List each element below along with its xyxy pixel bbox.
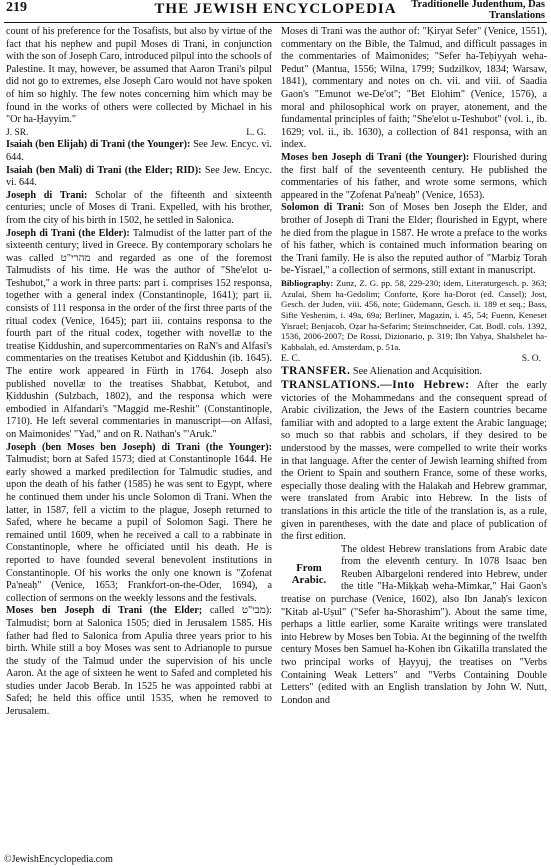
author-initials: S. O.: [521, 353, 541, 364]
entry-body: called מבי"ט): Talmudist; born at Salonica 1505; died in Jerusalem 1585. His father had fled to Salonica from Apulia three years prior to his birth. While still a boy Moses was sent to Adrianople to pursue the study of the Talmud under the supervision of his uncle Aaron. At the age of sixteen he went to Safed and completed his studies under Jacob Berab. In 1525 he was appointed rabbi at Safed; he held this office until 1535, when he removed to Jerusalem.: [6, 605, 272, 718]
entry: [281, 365, 547, 379]
page-number: 219: [6, 0, 27, 15]
entry-body: After the early victories of the Mohammedans and the consequent spread of Arabic civilization, the Jews of the Eastern countries became familiar with and adopted to a large extent the Arabic language; so much so that rabbis and scholars, if they desired to be understood by the masses, were compelled to write their works in that language. After the center of Jewish learning shifted from the Orient to Spain and southern France, some of these works, especially those dealing with the Halakah and Hebrew grammar, were translated from Arabic into Hebrew. In the lists of translations in this article the title of the translation is, as a rule, given in parentheses, with the date and place of publication of the first edition.: [281, 379, 547, 543]
entry-body: Talmudist; born at Safed 1573; died at Constantinople 1644. He early showed a marked predilection for Talmudic studies, and upon the death of his father (1585) he was sent to Egypt, where he continued them under his uncle Solomon di Trani. When the latter, in 1587, fell a victim to the plague, Joseph returned to Safed, where he became a pupil of Solomon Sagi. There he remained until 1609, when he received a call to a rabbinate in Constantinople, where he officiated until his death. He is reported to have founded several benevolent institutions in Constantinople. Of his works the only one known is "Ẓofenat Pa'neaḥ" (Venice, 1653; Frankfort-on-the-Oder, 1694), a collection of sermons on the weekly lessons and the festivals.: [6, 454, 272, 604]
author-initials: E. C.: [281, 353, 301, 364]
signature-line: [281, 353, 547, 366]
entry-body: Son of Moses ben Joseph the Elder, and brother of Joseph di Trani the Elder; flourished in Egypt, where he died from the plague in 1587. He wrote a preface to the works of his father, which is contained much information bearing on the Trani family. He is also the reputed author of "Marbiẓ Torah be-Yisrael," a collection of sermons, still extant in manuscript.: [281, 202, 547, 277]
entry: [281, 152, 547, 202]
entry-heading: Joseph di Trani:: [6, 189, 88, 201]
right-column: [281, 26, 547, 707]
entry-heading: Joseph (ben Moses ben Joseph) di Trani (the Younger):: [6, 441, 272, 453]
entry: [6, 228, 272, 442]
entry: [281, 379, 547, 544]
paragraph: count of his preference for the Tosafists, but also by virtue of the fact that his nephew and pupil Moses di Trani, in conjunction with the son of Joseph Caro, introduced pilpul into the schools of Palestine. It may, however, be assumed that Aaron Trani's pilpul did not go to extremes, else Joseph Caro would not have spoken of him so highly. The few notes concerning him which may be found in the works of others were collected by Michael in his "Or ha-Ḥayyim.": [6, 26, 272, 126]
entry-body: Talmudist of the latter part of the sixteenth century; lived in Greece. By contemporary scholars he was called מהרי"ט and regarded as one of the foremost Talmudists of his time. He was the author of "She'elot u-Teshubot," a work in three parts: part i. comprises 152 responsa, together with a general index (Constantinople, 1641); part ii. consists of 111 responsa in the order of the first three parts of the ritual codex (Venice, 1645); part iii. contains responsa to the fourth part of the ritual codex, together with novellæ to the treatise Ḳiddushin, and supercommentaries on RaN's and Alfasi's commentaries on the treatises Ketubot and Ḳiddushin (ib. 1645). The entire work appeared in Fürth in 1764. Joseph also published novellæ to the treatises Shabbat, Ketubot, and Ḳiddushin (Sulzbach, 1802), and the responsa which were embodied in Alfandari's "Maggid me-Reshit" (Constantinople, 1710). He left several commentaries in manuscript—on Alfasi, on Maimonides' "Yad," and on R. Nathan's "'Aruk.": [6, 227, 272, 440]
entry: [6, 165, 272, 190]
page-header: [4, 0, 547, 20]
entry: [6, 190, 272, 228]
entry-heading: Moses ben Joseph di Trani (the Elder;: [6, 605, 203, 617]
entry-heading: Joseph di Trani (the Elder):: [6, 227, 130, 239]
entry-body: Flourished during the first half of the seventeenth century. He published the commentaries of his father, and wrote some sermons, which appeared in the "Ẓofenat Pa'neaḥ" (Venice, 1653).: [281, 151, 547, 201]
running-head-line1: Traditionelle Judenthum, Das: [411, 0, 545, 10]
bibliography: [281, 278, 547, 353]
entry-heading: TRANSLATIONS.—Into Hebrew:: [281, 378, 470, 391]
paragraph: The oldest Hebrew translations from Arabic date from the eleventh century. In 1078 Isaac ben Reuben Albargeloni rendered into Hebrew, under the title "Ha-Miḳḳaḥ weha-Mimkar," Hai Gaon's treatise on purchase (Venice, 1602), also Ibn Janaḥ's lexicon "Kitab al-Uṣul" ("Sefer ha-Shorashim"). About the same time, perhaps a little earlier, some Karaite writings were translated into Hebrew by Moses ben Tobia. At the beginning of the twelfth century Moses ben Samuel ha-Kohen ibn Gikatilla translated the two principal works of Ḥayyuj, the treatises on "Verbs Containing Weak Letters" and "Verbs Containing Double Letters" (edited with an English translation by John W. Nutt, London and: [281, 543, 547, 706]
header-rule: [4, 22, 547, 23]
entry-body: See Jew. Encyc. vi. 644.: [6, 139, 272, 163]
entry-heading: Isaiah (ben Mali) di Trani (the Elder; RID):: [6, 164, 202, 176]
entry: [6, 605, 272, 718]
entry-body: Scholar of the fifteenth and sixteenth centuries; uncle of Moses di Trani. Expelled, with his brother, from the city of his birth in 1502, he settled in Salonica.: [6, 189, 272, 226]
left-column: [6, 26, 272, 719]
entry-body: See Jew. Encyc. vi. 644.: [6, 164, 272, 189]
author-initials: L. G.: [246, 127, 266, 138]
running-title: THE JEWISH ENCYCLOPEDIA: [154, 1, 397, 17]
paragraph: Moses di Trani was the author of: "Ḳiryat Sefer" (Venice, 1551), commentary on the Bible, the Talmud, and difficult passages in the commentaries of Maimonides; "Sefer ha-Teḥiyyah weha-Pedut" (Mantua, 1556; Wilna, 1799; Sudzilkov, 1834; Warsaw, 1841), commentary and notes on ch. vii. and viii. of Saadia Gaon's "Emunot we-De'ot"; "Bet Elohim" (Venice, 1576), a moral and philosophical work on prayer, atonement, and the fundamental principles of faith; "She'elot u-Teshubot" (vol. i., ib. 1629; vol. ii., ib. 1630), a collection of 841 responsa, with an index.: [281, 26, 547, 151]
copyright-credit: ©JewishEncyclopedia.com: [4, 854, 113, 865]
entry: [6, 139, 272, 164]
running-head-right: [411, 0, 545, 21]
bibliography-heading: Bibliography:: [281, 277, 334, 288]
entry-body: See Alienation and Acquisition.: [350, 366, 482, 378]
signature-line: [6, 127, 272, 140]
side-heading: From Arabic.: [291, 561, 327, 587]
entry: [281, 202, 547, 278]
author-initials: J. SR.: [6, 127, 29, 138]
entry-heading: Solomon di Trani:: [281, 202, 365, 214]
entry-heading: Moses ben Joseph di Trani (the Younger):: [281, 151, 470, 163]
entry-heading: TRANSFER.: [281, 365, 351, 378]
bibliography-body: Zunz, Z. G. pp. 58, 229-230; idem, Literaturgesch. p. 363; Azulai, Shem ha-Gedolim; Conforte, Ḳore ha-Dorot (ed. Cassel); Jost, Gesch. der Juden, viii. 456, note; Güdemann, Gesch. ii. 189 et seq.; Bass, Sifte Yeshenim, i. 49a, 69a; Berliner, Magazin, i. 45, 54; Fuenn, Keneset Yisrael; Benjacob, Oẓar ha-Sefarim; Steinschneider, Cat. Bodl. cols. 1392, 1536, 2006-2007; De Rossi, Dizionario, p. 319; Ibn Yaḥya, Shalshelet ha-Ḳabbalah, ed. Amsterdam, p. 51a.: [281, 277, 547, 353]
running-head-line2: Translations: [489, 10, 545, 21]
entry-heading: Isaiah (ben Elijah) di Trani (the Younger):: [6, 139, 191, 151]
entry: [6, 442, 272, 606]
